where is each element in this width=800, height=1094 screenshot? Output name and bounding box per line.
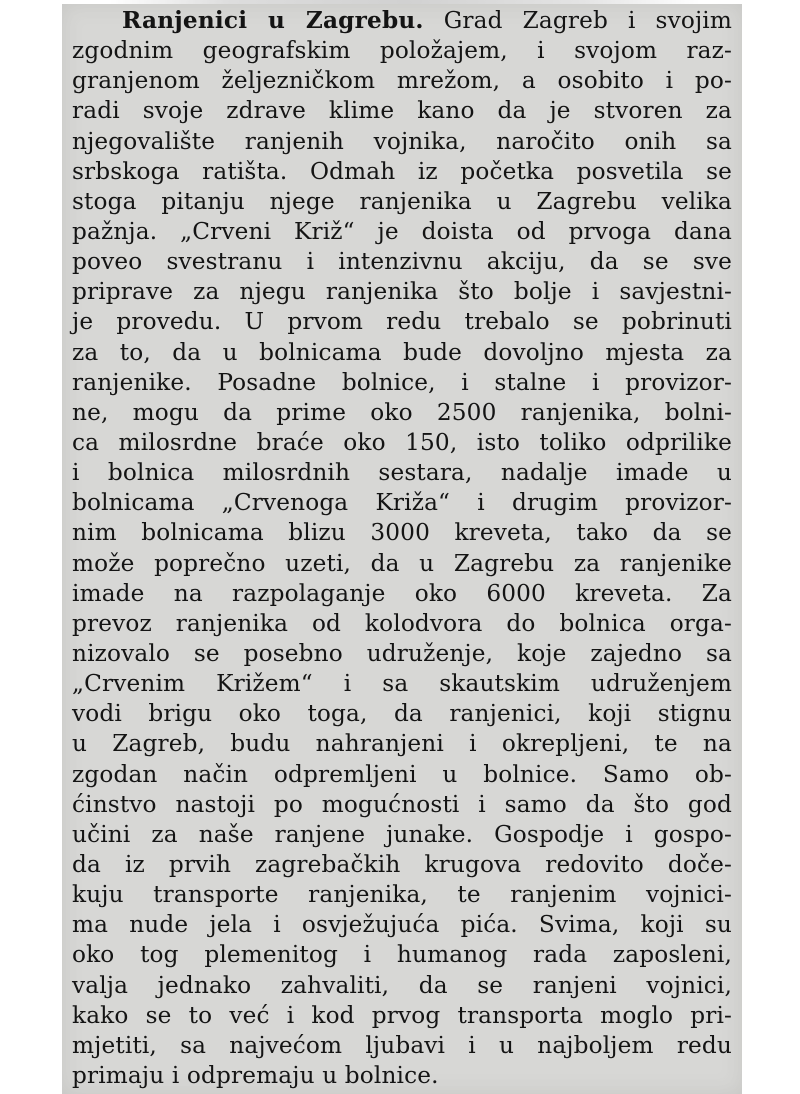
text-line: mjetiti, sa najvećom ljubavi i u najboljem redu [72,1031,732,1059]
text-line: nizovalo se posebno udruženje, koje zajedno sa [72,639,732,667]
text-line: zgodan način odpremljeni u bolnice. Samo ob- [72,760,732,788]
text-line: kako se to već i kod prvog transporta moglo pri- [72,1001,732,1029]
text-line: radi svoje zdrave klime kano da je stvoren za [72,97,732,125]
article-text [72,6,732,1091]
text-line: da iz prvih zagrebačkih krugova redovito doče- [72,850,732,878]
text-line: granjenom željezničkom mrežom, a osobito i po- [72,67,732,95]
text-line: je provedu. U prvom redu trebalo se pobrinuti [72,308,732,336]
text-line: valja jednako zahvaliti, da se ranjeni vojnici, [72,971,732,999]
text-line: priprave za njegu ranjenika što bolje i savjestni- [72,278,732,306]
text-line: ma nude jela i osvježujuća pića. Svima, koji su [72,911,732,939]
text-line: učini za naše ranjene junake. Gospodje i gospo- [72,820,732,848]
text-line: zgodnim geografskim položajem, i svojom raz- [72,37,732,65]
text-line-final: primaju i odpremaju u bolnice. [72,1061,439,1089]
text-line: stoga pitanju njege ranjenika u Zagrebu velika [72,187,732,215]
text-line: oko tog plemenitog i humanog rada zaposleni, [72,941,732,969]
text-line: ćinstvo nastoji po mogućnosti i samo da što god [72,790,732,818]
text-line: i bolnica milosrdnih sestara, nadalje imade u [72,459,732,487]
text-line: u Zagreb, budu nahranjeni i okrepljeni, te na [72,730,732,758]
text-line-content: Grad Zagreb i svojim [443,7,732,34]
text-line: srbskoga ratišta. Odmah iz početka posvetila se [72,157,732,185]
text-line: njegovalište ranjenih vojnika, naročito onih sa [72,127,732,155]
text-line: imade na razpolaganje oko 6000 kreveta. Za [72,579,732,607]
text-line: ca milosrdne braće oko 150, isto toliko odprilike [72,428,732,456]
text-line: ne, mogu da prime oko 2500 ranjenika, bolni- [72,398,732,426]
text-line: prevoz ranjenika od kolodvora do bolnica orga- [72,609,732,637]
text-line [72,6,732,36]
text-line: kuju transporte ranjenika, te ranjenim vojnici- [72,881,732,909]
scan-margin [0,0,58,1094]
text-line: poveo svestranu i intenzivnu akciju, da se sve [72,248,732,276]
article-headline: Ranjenici u Zagrebu. [122,7,424,34]
text-line: ranjenike. Posadne bolnice, i stalne i provizor- [72,368,732,396]
text-line: pažnja. „Crveni Križ“ je doista od prvoga dana [72,217,732,245]
text-line: vodi brigu oko toga, da ranjenici, koji stignu [72,700,732,728]
text-line: može poprečno uzeti, da u Zagrebu za ranjenike [72,549,732,577]
text-line: „Crvenim Križem“ i sa skautskim udruženjem [72,670,732,698]
text-line: bolnicama „Crvenoga Križa“ i drugim provizor- [72,489,732,517]
text-line: za to, da u bolnicama bude dovoljno mjesta za [72,338,732,366]
text-line: nim bolnicama blizu 3000 kreveta, tako da se [72,519,732,547]
